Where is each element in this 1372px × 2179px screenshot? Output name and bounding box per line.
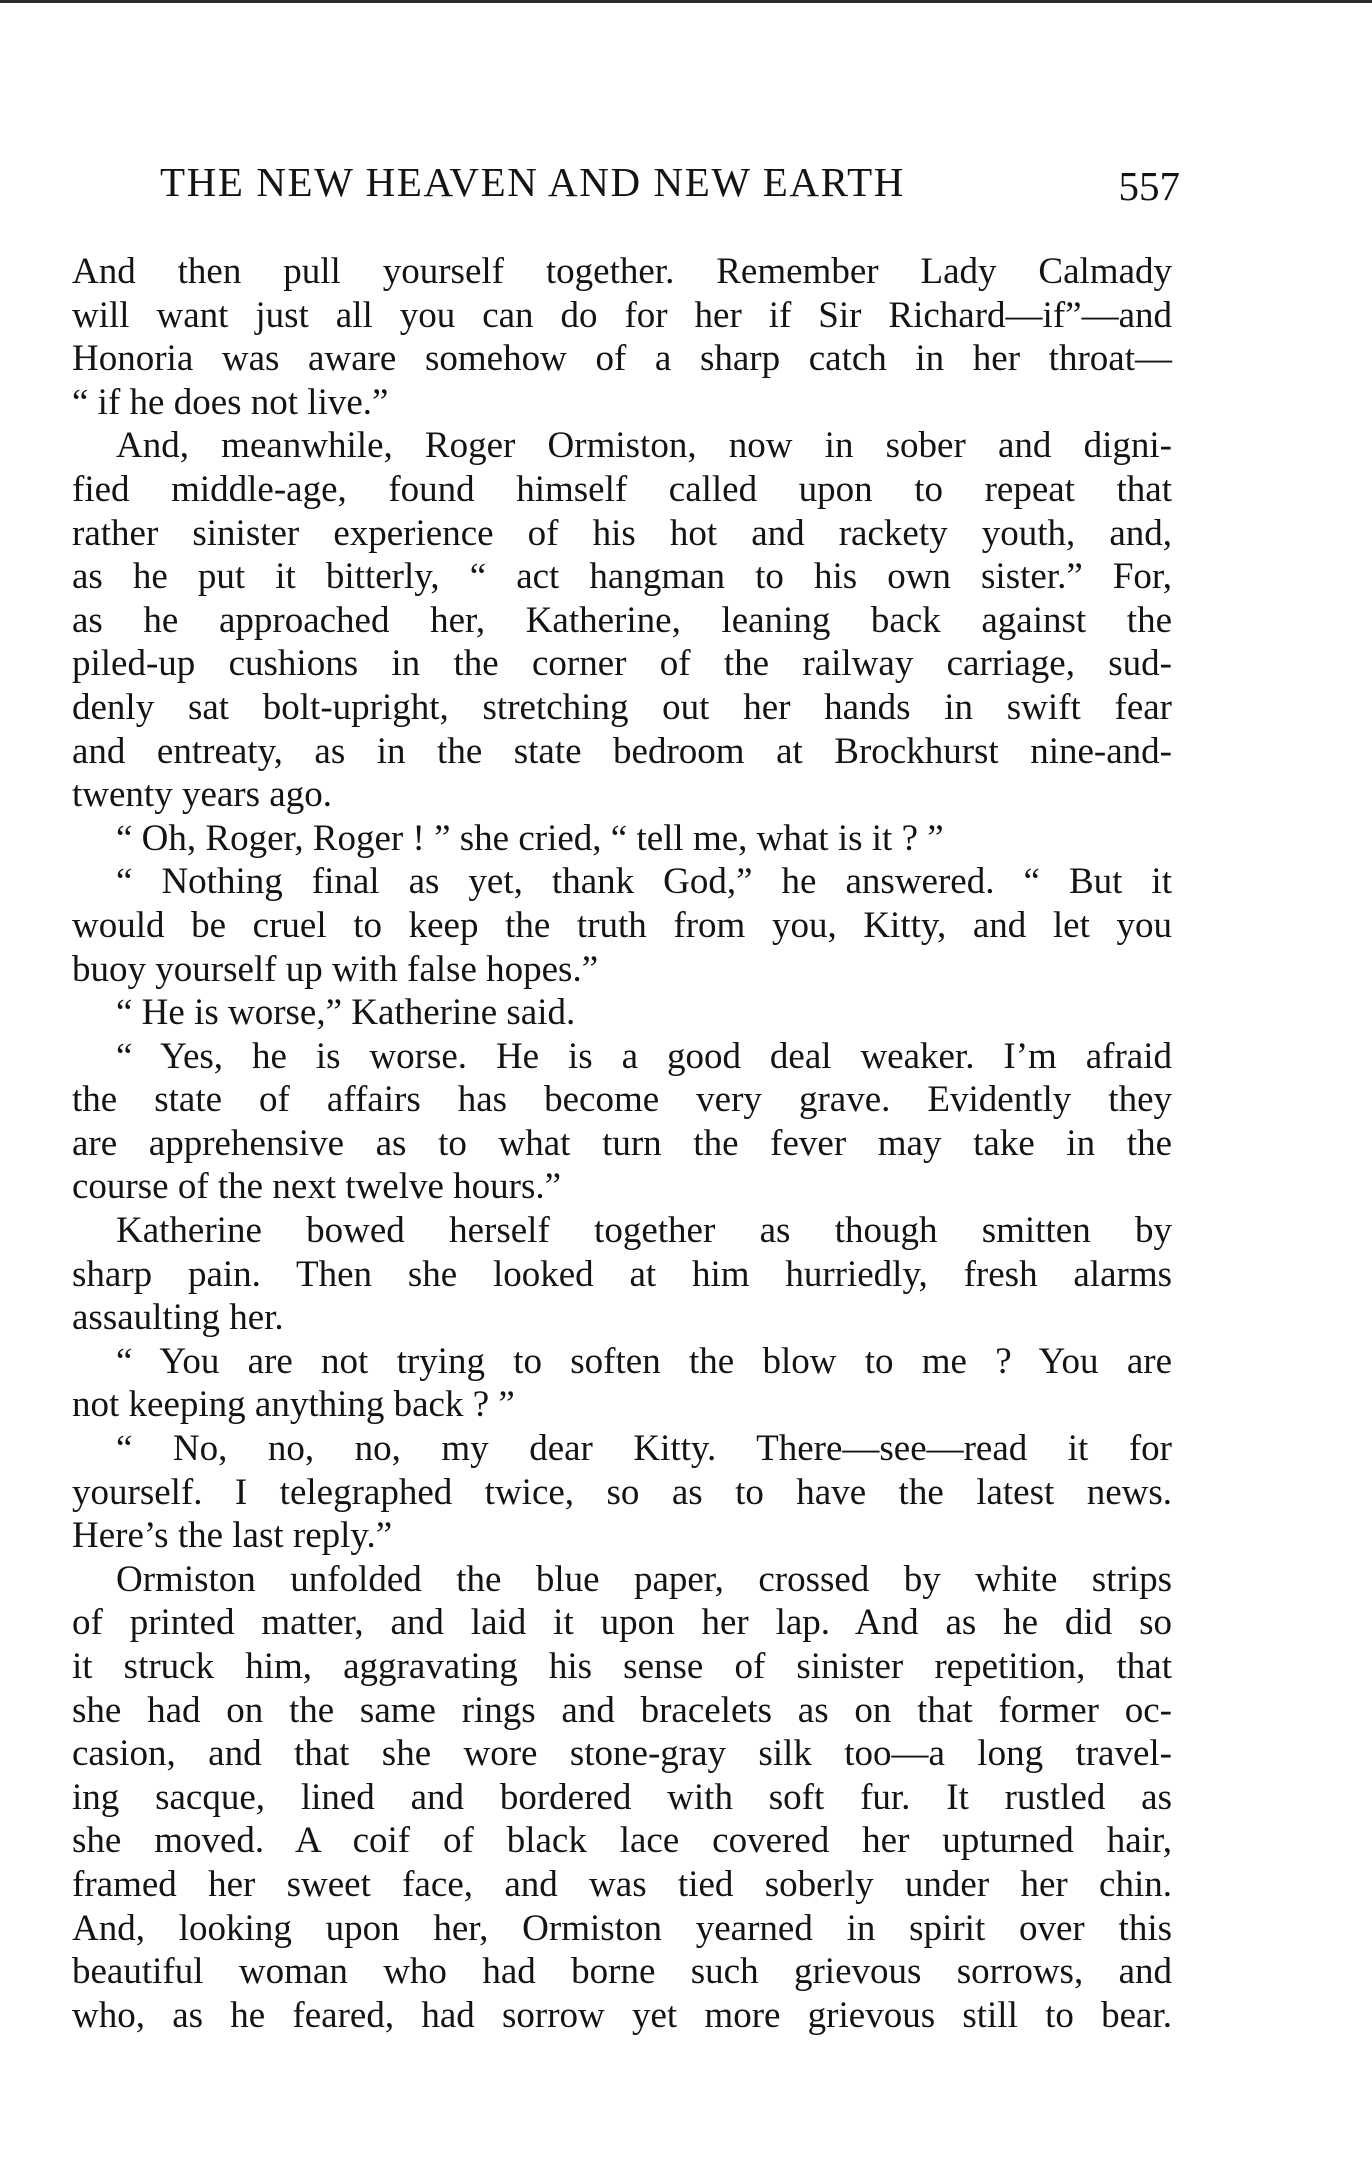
text-line: buoy yourself up with false hopes.” (72, 948, 599, 990)
text-line: not keeping anything back ? ” (72, 1384, 515, 1426)
text-line: as he put it bitterly, “ act hangman to his own sister.” For, (72, 556, 1172, 598)
text-line: she had on the same rings and bracelets as on that former oc- (72, 1689, 1172, 1731)
text-line: yourself. I telegraphed twice, so as to have the latest news. (72, 1471, 1172, 1513)
text-line: denly sat bolt-upright, stretching out her hands in swift fear (72, 686, 1172, 728)
text-line: “ Yes, he is worse. He is a good deal weaker. I’m afraid (116, 1035, 1172, 1077)
text-line: and entreaty, as in the state bedroom at Brockhurst nine-and- (72, 730, 1172, 772)
page-number: 557 (1118, 163, 1180, 209)
text-line: who, as he feared, had sorrow yet more grievous still to bear. (72, 1994, 1172, 2036)
text-line: the state of affairs has become very grave. Evidently they (72, 1079, 1172, 1121)
text-line: it struck him, aggravating his sense of sinister repetition, that (72, 1646, 1172, 1687)
text-line: casion, and that she wore stone-gray silk too—a long travel- (72, 1733, 1172, 1775)
text-line: would be cruel to keep the truth from you, Kitty, and let you (72, 904, 1172, 946)
text-line: And, looking upon her, Ormiston yearned in spirit over this (72, 1907, 1172, 1949)
text-line: twenty years ago. (72, 774, 332, 816)
text-line: beautiful woman who had borne such grievous sorrows, and (72, 1951, 1172, 1993)
text-line: piled-up cushions in the corner of the railway carriage, sud- (72, 643, 1172, 685)
running-title: THE NEW HEAVEN AND NEW EARTH (160, 159, 905, 205)
text-line: fied middle-age, found himself called upon to repeat that (72, 468, 1172, 510)
text-line: And then pull yourself together. Remember Lady Calmady (72, 251, 1172, 292)
text-line: she moved. A coif of black lace covered her upturned hair, (72, 1820, 1172, 1862)
top-edge-rule (0, 0, 1372, 3)
text-line: sharp pain. Then she looked at him hurriedly, fresh alarms (72, 1253, 1172, 1295)
text-line: And, meanwhile, Roger Ormiston, now in sober and digni- (116, 425, 1172, 467)
text-line: as he approached her, Katherine, leaning back against the (72, 599, 1172, 641)
text-line: “ You are not trying to soften the blow to me ? You are (116, 1340, 1172, 1382)
text-line: Ormiston unfolded the blue paper, crossed by white strips (116, 1558, 1172, 1600)
text-line: assaulting her. (72, 1297, 284, 1339)
text-line: Here’s the last reply.” (72, 1515, 393, 1557)
text-line: “ if he does not live.” (72, 381, 389, 423)
text-line: “ Nothing final as yet, thank God,” he answered. “ But it (116, 861, 1172, 903)
text-line: ing sacque, lined and bordered with soft fur. It rustled as (72, 1776, 1172, 1818)
text-line: “ Oh, Roger, Roger ! ” she cried, “ tell me, what is it ? ” (116, 817, 944, 859)
text-line: “ No, no, no, my dear Kitty. There—see—read it for (116, 1428, 1172, 1470)
text-line: “ He is worse,” Katherine said. (116, 992, 576, 1034)
text-line: course of the next twelve hours.” (72, 1166, 562, 1208)
text-line: will want just all you can do for her if Sir Richard—if”—and (72, 294, 1172, 336)
text-line: framed her sweet face, and was tied soberly under her chin. (72, 1863, 1172, 1905)
text-line: of printed matter, and laid it upon her lap. And as he did so (72, 1602, 1172, 1644)
text-line: Katherine bowed herself together as though smitten by (116, 1210, 1172, 1252)
text-line: rather sinister experience of his hot and rackety youth, and, (72, 512, 1172, 554)
text-line: are apprehensive as to what turn the fever may take in the (72, 1122, 1172, 1164)
page-header (160, 158, 1180, 218)
text-line: Honoria was aware somehow of a sharp catch in her throat— (72, 338, 1172, 380)
body-text (72, 250, 1172, 2037)
